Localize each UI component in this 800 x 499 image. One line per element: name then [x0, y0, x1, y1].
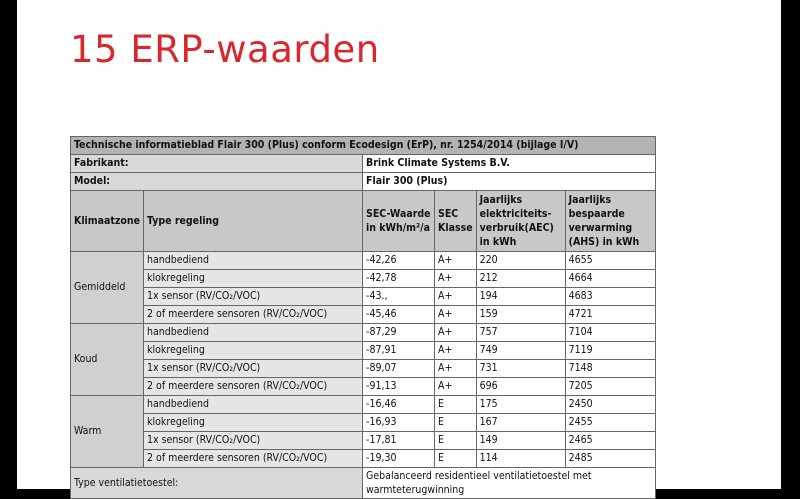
aec-cell: 114: [476, 450, 565, 468]
sec-value-cell: -87,91: [363, 342, 435, 360]
sec-value-cell: -17,81: [363, 432, 435, 450]
regeling-cell: klokregeling: [144, 414, 363, 432]
column-header-row: [71, 191, 656, 252]
ahs-cell: 4721: [565, 306, 655, 324]
ahs-cell: 7205: [565, 378, 655, 396]
aec-cell: 194: [476, 288, 565, 306]
regeling-cell: 2 of meerdere sensoren (RV/CO₂/VOC): [144, 306, 363, 324]
sec-class-cell: A+: [435, 306, 477, 324]
model-row: [71, 173, 656, 191]
table-row: [71, 378, 656, 396]
header-ahs: Jaarlijks bespaarde verwarming (AHS) in kWh: [565, 191, 655, 252]
regeling-cell: 2 of meerdere sensoren (RV/CO₂/VOC): [144, 378, 363, 396]
sec-class-cell: A+: [435, 360, 477, 378]
zone-label: Warm: [71, 396, 144, 468]
ventilatie-row: [71, 468, 656, 499]
regeling-cell: handbediend: [144, 396, 363, 414]
sec-class-cell: A+: [435, 252, 477, 270]
model-value: Flair 300 (Plus): [363, 173, 656, 191]
sec-value-cell: -89,07: [363, 360, 435, 378]
regeling-cell: handbediend: [144, 252, 363, 270]
fabrikant-row: [71, 155, 656, 173]
table-row: [71, 414, 656, 432]
ventilatie-value: Gebalanceerd residentieel ventilatietoestel met warmteterugwinning: [363, 468, 656, 499]
sec-value-cell: -91,13: [363, 378, 435, 396]
aec-cell: 167: [476, 414, 565, 432]
page-title: 15 ERP-waarden: [70, 28, 380, 71]
document-page: [17, 0, 781, 496]
table-title-row: [71, 137, 656, 155]
regeling-cell: klokregeling: [144, 270, 363, 288]
ahs-cell: 2455: [565, 414, 655, 432]
ahs-cell: 4664: [565, 270, 655, 288]
aec-cell: 220: [476, 252, 565, 270]
ahs-cell: 2450: [565, 396, 655, 414]
aec-cell: 212: [476, 270, 565, 288]
sec-value-cell: -19,30: [363, 450, 435, 468]
table-title: Technische informatieblad Flair 300 (Plus) conform Ecodesign (ErP), nr. 1254/2014 (bijlage I/V): [71, 137, 656, 155]
ahs-cell: 2485: [565, 450, 655, 468]
table-row: [71, 252, 656, 270]
sec-class-cell: A+: [435, 378, 477, 396]
aec-cell: 731: [476, 360, 565, 378]
sec-value-cell: -42,78: [363, 270, 435, 288]
ventilatie-label: Type ventilatietoestel:: [71, 468, 363, 499]
sec-class-cell: E: [435, 432, 477, 450]
regeling-cell: 2 of meerdere sensoren (RV/CO₂/VOC): [144, 450, 363, 468]
zone-label: Gemiddeld: [71, 252, 144, 324]
sec-class-cell: E: [435, 450, 477, 468]
sec-class-cell: E: [435, 396, 477, 414]
table-row: [71, 270, 656, 288]
sec-value-cell: -43.,: [363, 288, 435, 306]
sec-value-cell: -42,26: [363, 252, 435, 270]
sec-class-cell: A+: [435, 270, 477, 288]
sec-value-cell: -16,93: [363, 414, 435, 432]
ahs-cell: 2465: [565, 432, 655, 450]
aec-cell: 159: [476, 306, 565, 324]
ahs-cell: 7119: [565, 342, 655, 360]
aec-cell: 696: [476, 378, 565, 396]
regeling-cell: klokregeling: [144, 342, 363, 360]
aec-cell: 749: [476, 342, 565, 360]
fabrikant-label: Fabrikant:: [71, 155, 363, 173]
header-aec: Jaarlijks elektriciteits-verbruik(AEC) in kWh: [476, 191, 565, 252]
sec-class-cell: E: [435, 414, 477, 432]
table-row: [71, 324, 656, 342]
table-row: [71, 360, 656, 378]
regeling-cell: handbediend: [144, 324, 363, 342]
table-row: [71, 306, 656, 324]
aec-cell: 757: [476, 324, 565, 342]
sec-value-cell: -87,29: [363, 324, 435, 342]
aec-cell: 175: [476, 396, 565, 414]
fabrikant-value: Brink Climate Systems B.V.: [363, 155, 656, 173]
table-row: [71, 288, 656, 306]
ahs-cell: 4655: [565, 252, 655, 270]
header-sec-value: SEC-Waarde in kWh/m²/a: [363, 191, 435, 252]
sec-class-cell: A+: [435, 324, 477, 342]
sec-value-cell: -16,46: [363, 396, 435, 414]
table-row: [71, 396, 656, 414]
ahs-cell: 7148: [565, 360, 655, 378]
erp-table: [70, 136, 656, 499]
ahs-cell: 4683: [565, 288, 655, 306]
regeling-cell: 1x sensor (RV/CO₂/VOC): [144, 360, 363, 378]
zone-label: Koud: [71, 324, 144, 396]
model-label: Model:: [71, 173, 363, 191]
header-zone: Klimaatzone: [71, 191, 144, 252]
table-row: [71, 432, 656, 450]
aec-cell: 149: [476, 432, 565, 450]
sec-value-cell: -45,46: [363, 306, 435, 324]
ahs-cell: 7104: [565, 324, 655, 342]
regeling-cell: 1x sensor (RV/CO₂/VOC): [144, 288, 363, 306]
table-row: [71, 450, 656, 468]
sec-class-cell: A+: [435, 342, 477, 360]
header-regeling: Type regeling: [144, 191, 363, 252]
table-row: [71, 342, 656, 360]
regeling-cell: 1x sensor (RV/CO₂/VOC): [144, 432, 363, 450]
sec-class-cell: A+: [435, 288, 477, 306]
header-sec-class: SEC Klasse: [435, 191, 477, 252]
